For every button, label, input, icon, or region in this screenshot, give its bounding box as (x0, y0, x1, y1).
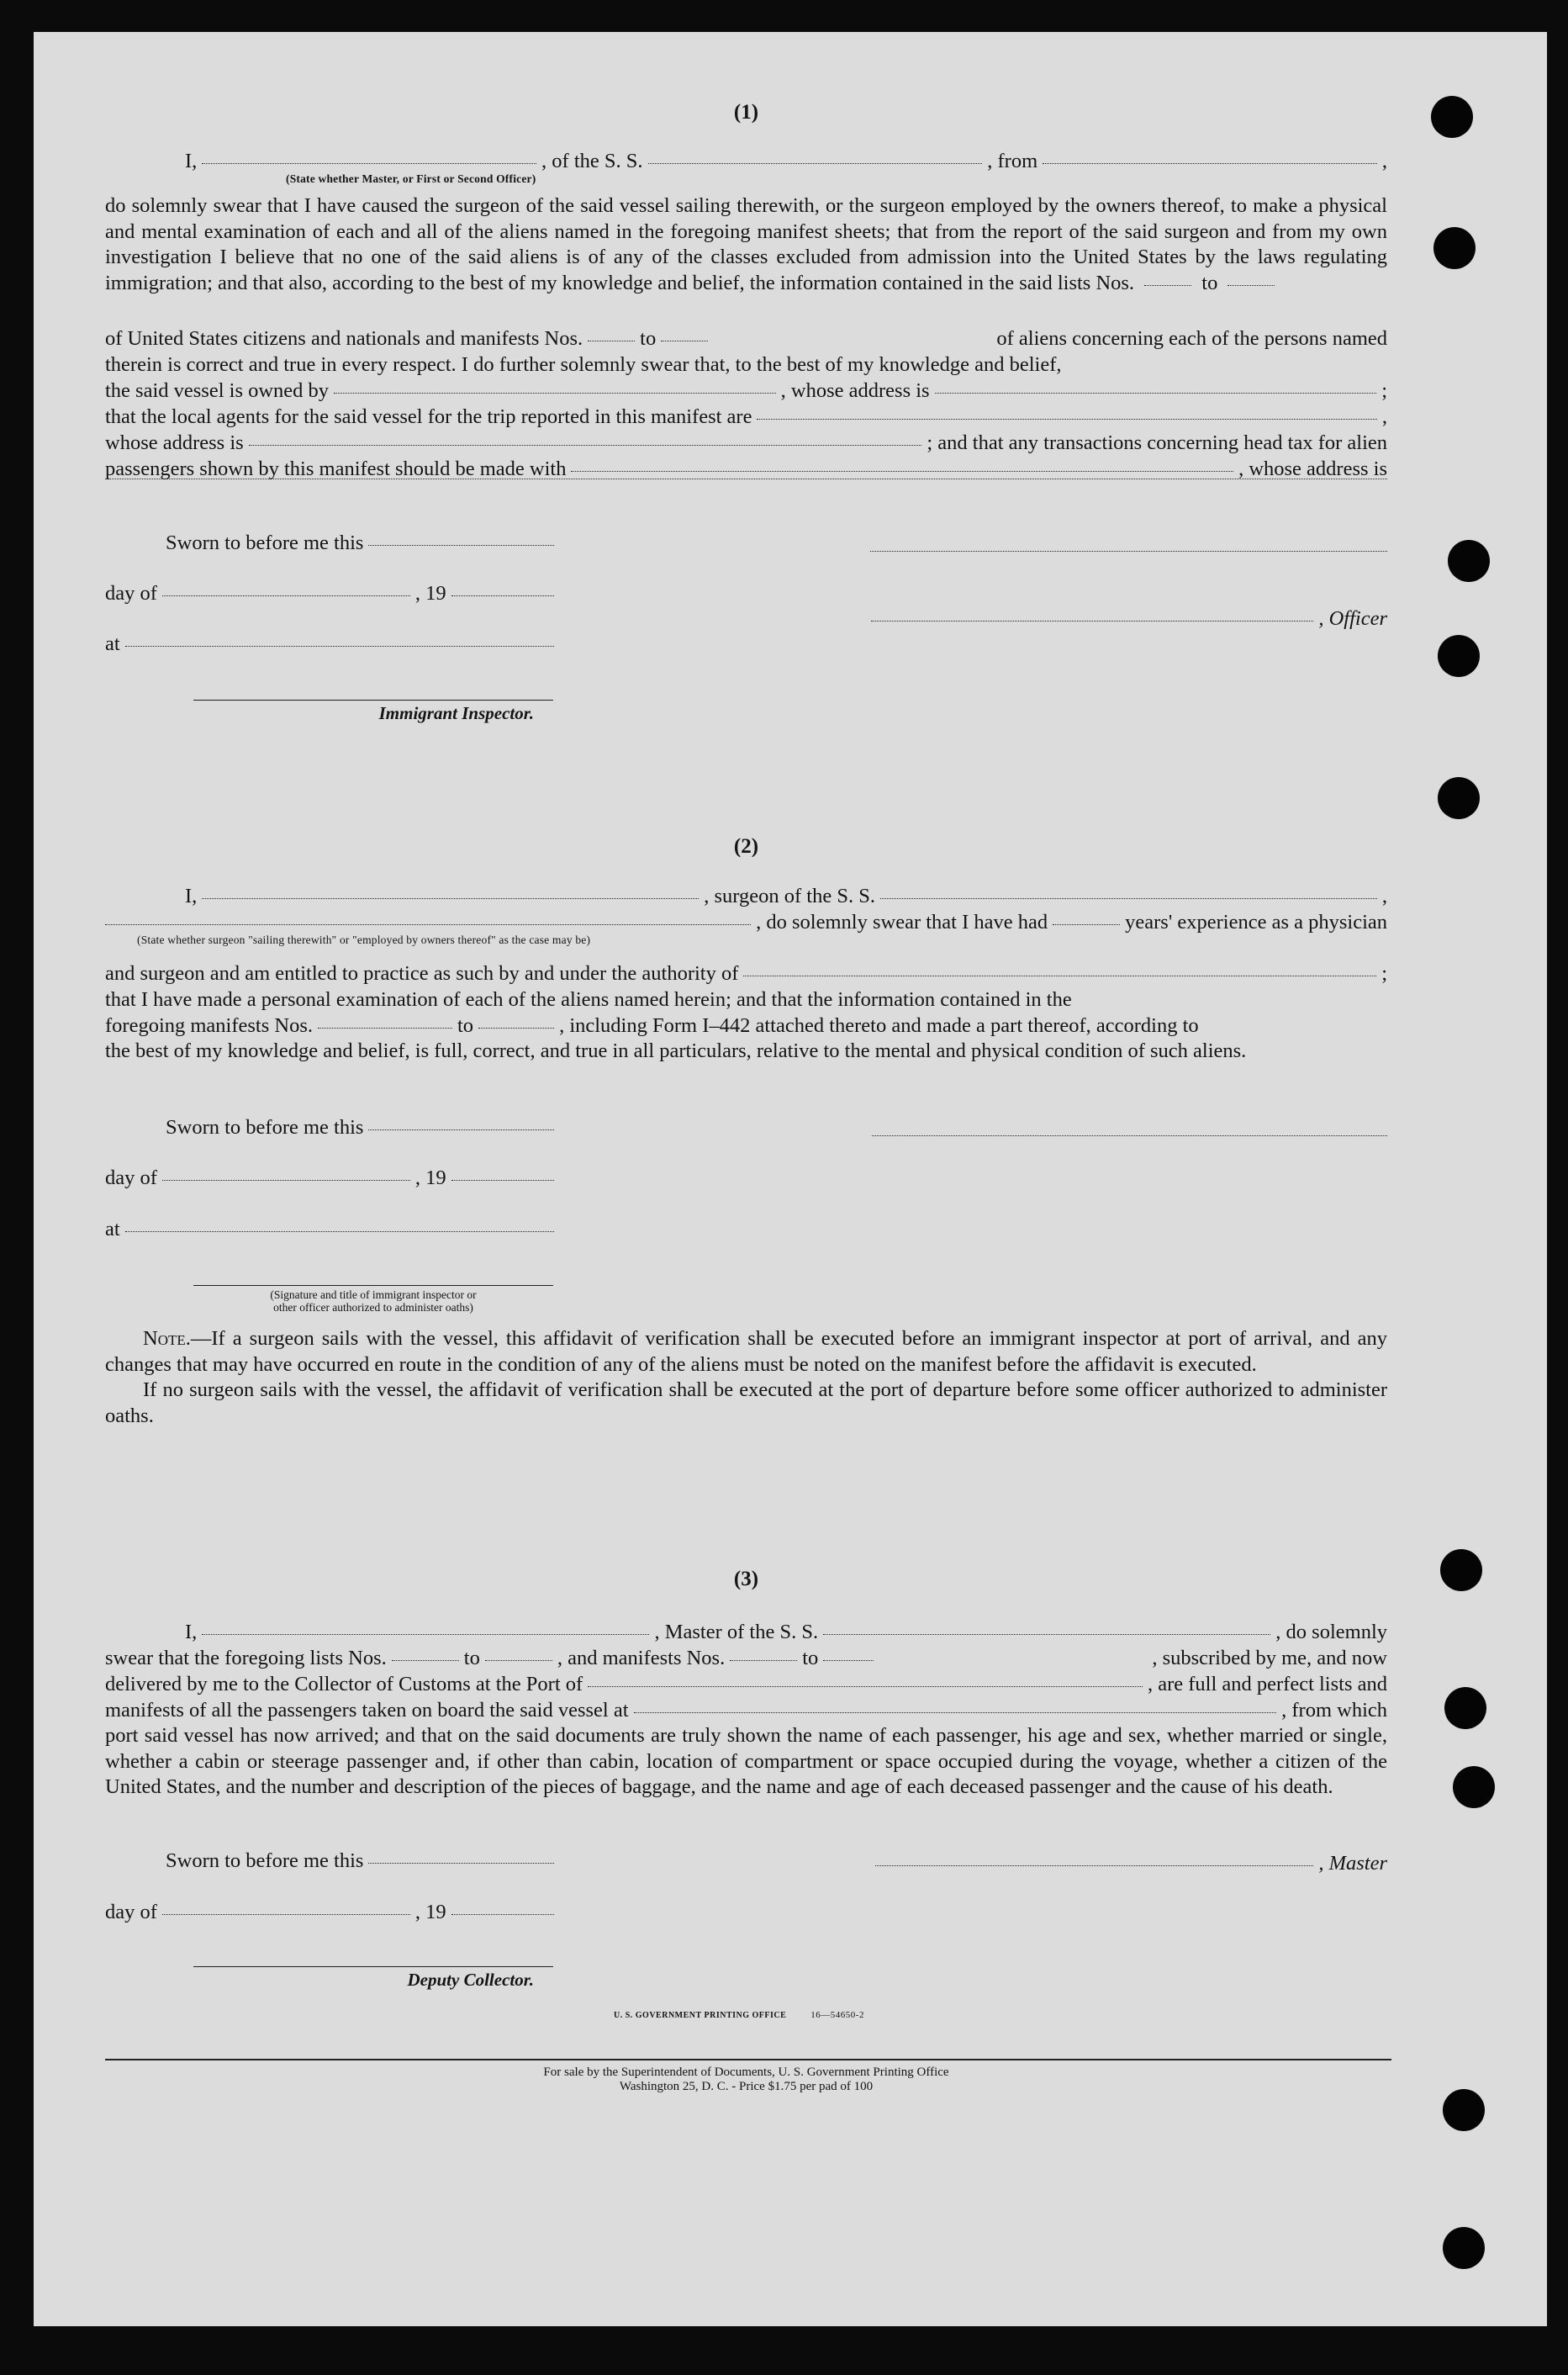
surgeon-sworn-date-field[interactable] (368, 1129, 554, 1130)
place-field[interactable] (125, 646, 554, 647)
officer-title-line[interactable] (871, 621, 1313, 622)
surgeon-place-field[interactable] (125, 1231, 554, 1232)
master-lists-from-field[interactable] (392, 1660, 459, 1661)
punch-hole (1448, 540, 1490, 582)
surgeon-status-caption: (State whether surgeon "sailing therewith" or "employed by owners thereof" as the case may be) (137, 934, 591, 946)
surgeon-month-field[interactable] (162, 1180, 410, 1181)
punch-hole (1443, 2227, 1485, 2269)
inspector-signature-line[interactable] (193, 700, 553, 701)
master-name-field[interactable] (202, 1634, 649, 1635)
master-month-field[interactable] (162, 1914, 410, 1915)
note-block: Note.—If a surgeon sails with the vessel, this affidavit of verification shall be executed before an immigrant inspector at port of arrival, and any changes that may have occurred en route in the condition of any of the aliens must be noted on the manifest before the affidavit is executed. If no surgeon sails with the vessel, the affidavit of verification shall be executed at the port of departure before some officer authorized to administer oaths. (105, 1327, 1387, 1427)
punch-hole (1438, 635, 1480, 677)
deputy-collector-signature-line[interactable] (193, 1966, 553, 1967)
immigrant-inspector-label: Immigrant Inspector. (378, 703, 534, 723)
officer-signature-line[interactable] (870, 551, 1387, 552)
signature-caption-line-1: (Signature and title of immigrant inspector or (270, 1288, 477, 1301)
surgeon-year-field[interactable] (451, 1180, 554, 1181)
administering-officer-signature-line[interactable] (193, 1285, 553, 1286)
surgeon-vessel-field[interactable] (880, 898, 1377, 899)
master-year-field[interactable] (451, 1914, 554, 1915)
section-1-paragraph: do solemnly swear that I have caused the surgeon of the said vessel sailing therewith, or the surgeon employed by the owners thereof, to make a physical and mental examination of each and all of the aliens named in the foregoing manifest sheets; that from the report of the said surgeon and from my own investigation I believe that no one of the said aliens is of any of the classes excluded from admission into the United States by the laws regulating immigration; and that also, according to the best of my knowledge and belief, the information contained in the said lists Nos. to (105, 194, 1387, 294)
officer-rank-caption: (State whether Master, or First or Second Officer) (286, 172, 536, 185)
master-sworn-date-field[interactable] (368, 1863, 554, 1864)
surgeon-status-field[interactable] (105, 924, 751, 925)
deputy-collector-label: Deputy Collector. (407, 1970, 534, 1990)
punch-hole (1453, 1766, 1495, 1808)
local-agents-field[interactable] (757, 419, 1376, 420)
master-lists-to-field[interactable] (485, 1660, 552, 1661)
vessel-name-field[interactable] (648, 163, 983, 164)
boarding-port-field[interactable] (634, 1712, 1277, 1713)
punch-hole (1444, 1687, 1486, 1729)
master-manifests-to-field[interactable] (823, 1660, 874, 1661)
head-tax-contact-field[interactable] (571, 471, 1233, 472)
punch-hole (1440, 1549, 1482, 1591)
footer-rule (105, 2059, 1391, 2060)
punch-hole (1431, 96, 1473, 138)
master-signature-line[interactable] (875, 1865, 1313, 1866)
lists-from-field[interactable] (1144, 285, 1191, 286)
officer-name-field[interactable] (202, 163, 536, 164)
owner-address-field[interactable] (935, 393, 1377, 394)
agents-address-field[interactable] (249, 445, 922, 446)
years-experience-field[interactable] (1053, 924, 1120, 925)
punch-hole (1443, 2089, 1485, 2131)
sale-notice: For sale by the Superintendent of Documents, U. S. Government Printing Office Washington 25, D. C. - Price $1.75 per pad of 100 (543, 2066, 949, 2093)
section-2-heading: (2) (733, 835, 759, 858)
section-1-affidavit: I, , of the S. S. , from , (185, 150, 1388, 172)
month-field[interactable] (162, 595, 410, 596)
gpo-imprint: U. S. GOVERNMENT PRINTING OFFICE 16—54650-2 (614, 2010, 864, 2020)
lists-to-field[interactable] (1227, 285, 1275, 286)
vessel-owner-field[interactable] (334, 393, 776, 394)
surgeon-name-field[interactable] (202, 898, 699, 899)
signature-caption-line-2: other officer authorized to administer oaths) (273, 1301, 473, 1314)
section-1-heading: (1) (733, 101, 759, 124)
surgeon-manifests-from-field[interactable] (318, 1028, 452, 1029)
section-3-heading: (3) (733, 1568, 759, 1590)
master-vessel-field[interactable] (823, 1634, 1270, 1635)
punch-hole (1438, 777, 1480, 819)
sworn-date-field[interactable] (368, 545, 554, 546)
departure-port-field[interactable] (1043, 163, 1377, 164)
punch-hole (1433, 227, 1476, 269)
surgeon-manifests-to-field[interactable] (478, 1028, 554, 1029)
surgeon-signature-line[interactable] (872, 1135, 1387, 1136)
year-field[interactable] (451, 595, 554, 596)
collector-port-field[interactable] (588, 1686, 1143, 1687)
master-manifests-from-field[interactable] (730, 1660, 797, 1661)
